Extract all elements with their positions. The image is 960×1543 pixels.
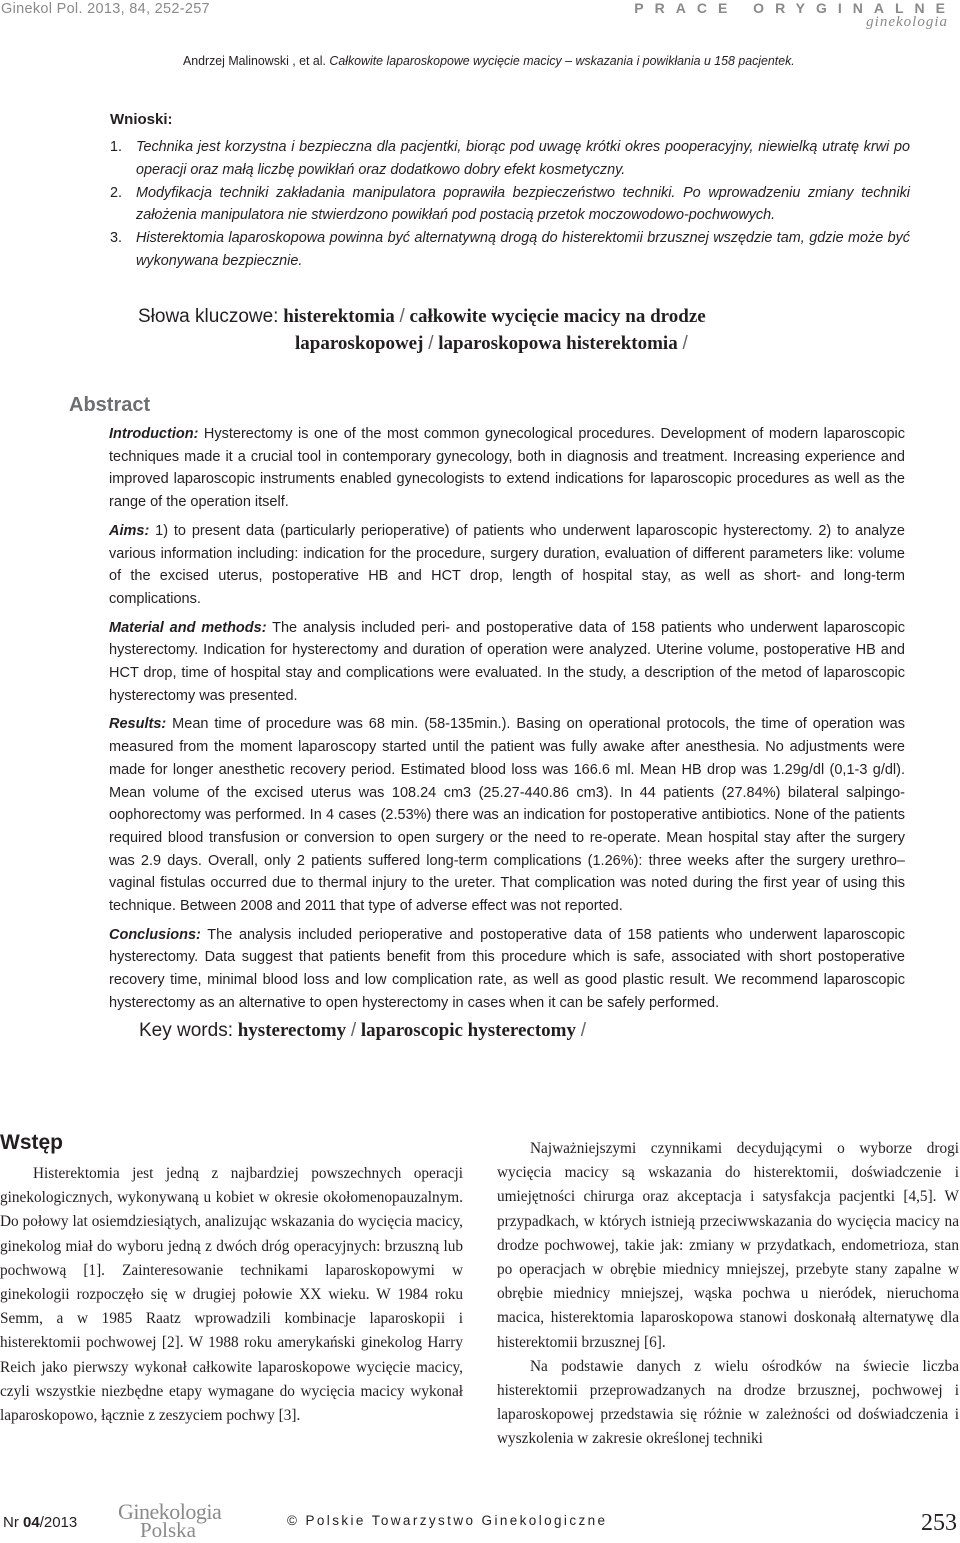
keyword-separator: / [350, 1020, 357, 1041]
keyword-separator: / [580, 1020, 587, 1041]
wstep-heading: Wstęp [0, 1131, 63, 1154]
item-text: Histerektomia laparoskopowa powinna być alternatywną drogą do histerektomii brzusznej wszędzie tam, gdzie może być wykonywana bezpiecznie. [136, 230, 910, 269]
keyword-separator: / [399, 306, 405, 327]
item-text: Technika jest korzystna i bezpieczna dla pacjentki, biorąc pod uwagę krótki okres pooperacyjny, niewielką utratę krwi po operacji oraz małą liczbę powikłań oraz dodatkowo dobry efekt kosmetyczny. [136, 139, 910, 178]
keywords-label: Key words: [139, 1020, 233, 1041]
abstract-results [109, 713, 905, 917]
section-header [634, 0, 956, 31]
issue-label: Nr [3, 1514, 23, 1531]
item-number: 1. [110, 139, 123, 155]
logo-line1: Ginekologia [118, 1499, 222, 1524]
wnioski-item [110, 182, 910, 228]
journal-logo [118, 1499, 238, 1542]
body-paragraph: Histerektomia jest jedną z najbardziej powszechnych operacji ginekologicznych, wykonywaną u kobiet w okresie okołomenopauzalnym. Do połowy lat osiemdziesiątych, analizując wskazania do wycięcia macicy, ginekolog miał do wyboru jedną z dwóch dróg operacyjnych: brzuszną lub pochwową [1]. Zainteresowanie technikami laparoskopowymi w ginekologii rozpoczęło się w drugiej połowie XX wieku. W 1984 roku Semm, a w 1985 Raatz wprowadzili kombinacje laparoskopii i histerektomii pochwowej [2]. W 1988 roku amerykański ginekolog Harry Reich jako pierwszy wykonał całkowite laparoskopowe wycięcie macicy, czyli wszystkie niezbędne etapy wymagane do wycięcia macicy wykonał laparoskopowo, łącznie z zeszyciem pochwy [3]. [0, 1165, 463, 1425]
keyword: laparoskopowej [295, 333, 424, 354]
keywords-en [139, 1020, 586, 1042]
keyword: laparoskopowa histerektomia [438, 333, 678, 354]
item-text: Modyfikacja techniki zakładania manipulatora poprawiła bezpieczeństwo techniki. Po wprowadzeniu zmiany techniki założenia manipulatora nie stwierdzono powikłań pod postacią przetok moczowodowo-pochwowych. [136, 184, 910, 224]
keyword-separator: / [428, 333, 434, 354]
item-number: 3. [110, 230, 123, 247]
issue-year: /2013 [39, 1514, 78, 1531]
section-text: Mean time of procedure was 68 min. (58-135min.). Basing on operational protocols, the time of operation was measured from the moment laparoscopy started until the patient was fully awake after anesthesia. No adjustments were made for longer anesthetic recovery period. Estimated blood loss was 166.6 ml. Mean HB drop was 1.29g/dl (0,1-3 g/dl). Mean volume of the excised uterus was 108.24 cm3 (25.27-440.86 cm3). In 44 patients (27.84%) bilateral salpingo-oophorectomy was performed. In 4 cases (2.53%) there was an indication for postoperative antibiotics. None of the patients required blood transfusion or conversion to open surgery or the need to re-operate. Mean hospital stay after the surgery was 2.9 days. Overall, only 2 patients suffered long-term complications (1.26%): three weeks after the surgery urethro–vaginal fistulas occurred due to thermal injury to the ureter. That complication was noted during the first year of using this technique. Between 2008 and 2011 that type of adverse effect was not reported. [109, 716, 905, 915]
page-number: 253 [921, 1510, 957, 1536]
society-name: © Polskie Towarzystwo Ginekologiczne [287, 1513, 608, 1528]
section-text: 1) to present data (particularly perioperative) of patients who underwent laparoscopic hysterectomy. 2) to analyze various information including: indication for the procedure, surgery duration, evaluation of different parameters like: volume of the excised uterus, postoperative HB and HCT drop, length of hospital stay, as well as short- and long-term complications. [109, 522, 905, 607]
section-text: The analysis included peri- and postoperative data of 158 patients who underwent laparoscopic hysterectomy. Indication for hysterectomy and duration of operation were analyzed. Uterine volume, postoperative HB and HCT drop, time of hospital stay and complications were evaluated. In the study, a description of the metod of laparoscopic hysterectomy was presented. [109, 619, 906, 704]
citation-authors: Andrzej Malinowski , et al. [183, 53, 326, 68]
keyword: histerektomia [283, 306, 395, 327]
body-column-left [0, 1162, 463, 1428]
abstract-conclusions [109, 924, 905, 1015]
running-citation [183, 53, 795, 68]
logo-line2: Polska [140, 1518, 197, 1542]
keyword: hysterectomy [237, 1020, 347, 1041]
section-text: The analysis included perioperative and postoperative data of 158 patients who underwent laparoscopic hysterectomy. Data suggest that patients benefit from this procedure which is safe, associated with short postoperative recovery time, minimal blood loss and low complication rate, as well as good plastic result. We recommend laparoscopic hysterectomy as an alternative to open hysterectomy in cases when it can be safely performed. [109, 926, 905, 1011]
section-label: Material and methods: [109, 619, 267, 636]
citation-title: Całkowite laparoskopowe wycięcie macicy – wskazania i powikłania u 158 pacjentek. [329, 53, 795, 68]
journal-reference: Ginekol Pol. 2013, 84, 252-257 [1, 1, 210, 17]
issue-value: 04 [23, 1514, 40, 1531]
body-paragraph: Najważniejszymi czynnikami decydującymi o wyborze drogi wycięcia macicy są wskazania do histerektomii, doświadczenie i umiejętności chirurga oraz akceptacja i satysfakcja pacjentki [4,5]. W przypadkach, w których istnieją przeciwwskazania do wycięcia macicy na drodze pochwowej, takie jak: zmiany w przydatkach, endometrioza, stan po operacjach w obrębie miednicy mniejszej, przebyte stany zapalne w obrębie miednicy mniejszej, wąska pochwa u nieródek, nieruchoma macica, histerektomia laparoskopowa stanowi doskonałą alternatywę dla histerektomii brzusznej [6]. [497, 1140, 959, 1351]
keywords-pl [138, 303, 918, 357]
section-label: Aims: [109, 522, 150, 539]
keyword-separator: / [682, 333, 688, 354]
keyword: całkowite wycięcie macicy na drodze [409, 306, 706, 327]
wnioski-heading: Wnioski: [110, 111, 173, 128]
abstract-methods [109, 617, 905, 708]
subsection-label: ginekologia [866, 14, 948, 30]
wnioski-item [110, 227, 910, 273]
section-text: Hysterectomy is one of the most common gynecological procedures. Development of modern laparoscopic techniques made it a crucial tool in contemporary gynecology, both in diagnosis and treatment. Increasing experience and improved laparoscopic instruments enabled gynecologists to extend indications for laparoscopic procedures as well as the range of the operation itself. [109, 426, 905, 511]
abstract-body [109, 423, 905, 1021]
abstract-introduction [109, 423, 905, 514]
section-label: PRACE ORYGINALNE [634, 0, 956, 16]
section-label: Results: [109, 716, 167, 733]
keyword: laparoscopic hysterectomy [360, 1020, 576, 1041]
body-paragraph: Na podstawie danych z wielu ośrodków na świecie liczba histerektomii przeprowadzanych na drodze brzusznej, pochwowej i laparoskopowej przedstawia się różnie w zależności od doświadczenia i wyszkolenia w zakresie określonej techniki [497, 1357, 959, 1448]
issue-number [3, 1514, 77, 1531]
keywords-label: Słowa kluczowe: [138, 306, 279, 327]
body-column-right [497, 1137, 959, 1452]
section-label: Conclusions: [109, 926, 201, 943]
abstract-heading: Abstract [69, 394, 151, 416]
wnioski-item [110, 136, 910, 182]
item-number: 2. [110, 184, 123, 201]
abstract-aims [109, 520, 905, 611]
section-label: Introduction: [109, 426, 199, 442]
wnioski-list [110, 136, 910, 273]
